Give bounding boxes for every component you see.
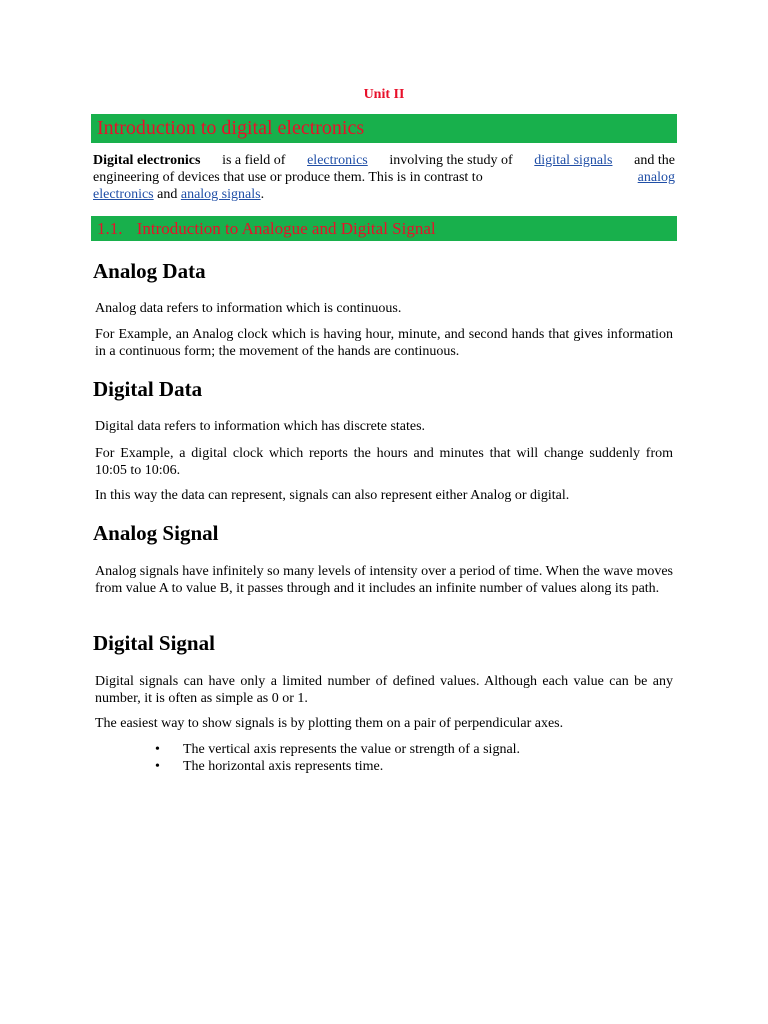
main-heading: Introduction to digital electronics bbox=[97, 117, 365, 139]
intro-bold-term: Digital electronics bbox=[93, 153, 201, 168]
main-heading-bar bbox=[91, 114, 677, 143]
bullet-list bbox=[95, 741, 673, 775]
section-heading-bar bbox=[91, 216, 677, 241]
link-electronics[interactable]: electronics bbox=[307, 153, 368, 168]
list-item bbox=[95, 741, 673, 758]
bullet-text: The horizontal axis represents time. bbox=[183, 759, 384, 774]
link-analog-signals[interactable]: analog signals bbox=[180, 187, 261, 202]
list-item bbox=[95, 758, 673, 775]
bullet-icon: • bbox=[155, 759, 160, 774]
intro-text2: involving the study of bbox=[389, 153, 513, 168]
analog-data-heading: Analog Data bbox=[93, 259, 206, 283]
link-analog-electronics-part1[interactable]: analog bbox=[637, 170, 675, 185]
digital-data-p2: For Example, a digital clock which reports the hours and minutes that will change suddenly from 10:05 to 10:06. bbox=[95, 446, 673, 478]
link-analog-electronics-part2[interactable]: electronics bbox=[93, 187, 154, 202]
digital-signal-p1: Digital signals can have only a limited number of defined values. Although each value can be any number, it is often as simple as 0 or 1. bbox=[95, 674, 673, 706]
digital-signal-heading: Digital Signal bbox=[93, 631, 215, 655]
bullet-icon: • bbox=[155, 742, 160, 757]
analog-signal-p1: Analog signals have infinitely so many levels of intensity over a period of time. When the wave moves from value A to value B, it passes through and it includes an infinite number of values along its path. bbox=[95, 564, 673, 596]
digital-data-p3: In this way the data can represent, signals can also represent either Analog or digital. bbox=[95, 488, 570, 503]
digital-signal-p2: The easiest way to show signals is by plotting them on a pair of perpendicular axes. bbox=[95, 716, 564, 731]
intro-text6: . bbox=[260, 187, 265, 202]
analog-data-p1: Analog data refers to information which is continuous. bbox=[95, 301, 402, 316]
section-title: Introduction to Analogue and Digital Signal bbox=[136, 219, 436, 238]
analog-data-p2: For Example, an Analog clock which is having hour, minute, and second hands that gives information in a continuous form; the movement of the hands are continuous. bbox=[95, 327, 673, 359]
intro-text3: and the bbox=[634, 153, 675, 168]
intro-text4: engineering of devices that use or produce them. This is in contrast to bbox=[93, 170, 483, 185]
bullet-text: The vertical axis represents the value or strength of a signal. bbox=[183, 742, 521, 757]
unit-label: Unit II bbox=[363, 87, 405, 102]
intro-text5: and bbox=[157, 187, 178, 202]
link-digital-signals[interactable]: digital signals bbox=[534, 153, 613, 168]
section-number: 1.1. bbox=[97, 219, 123, 238]
digital-data-p1: Digital data refers to information which has discrete states. bbox=[95, 419, 426, 434]
digital-data-heading: Digital Data bbox=[93, 377, 203, 401]
intro-paragraph bbox=[93, 152, 675, 203]
analog-signal-heading: Analog Signal bbox=[93, 521, 219, 545]
intro-text1: is a field of bbox=[222, 153, 286, 168]
